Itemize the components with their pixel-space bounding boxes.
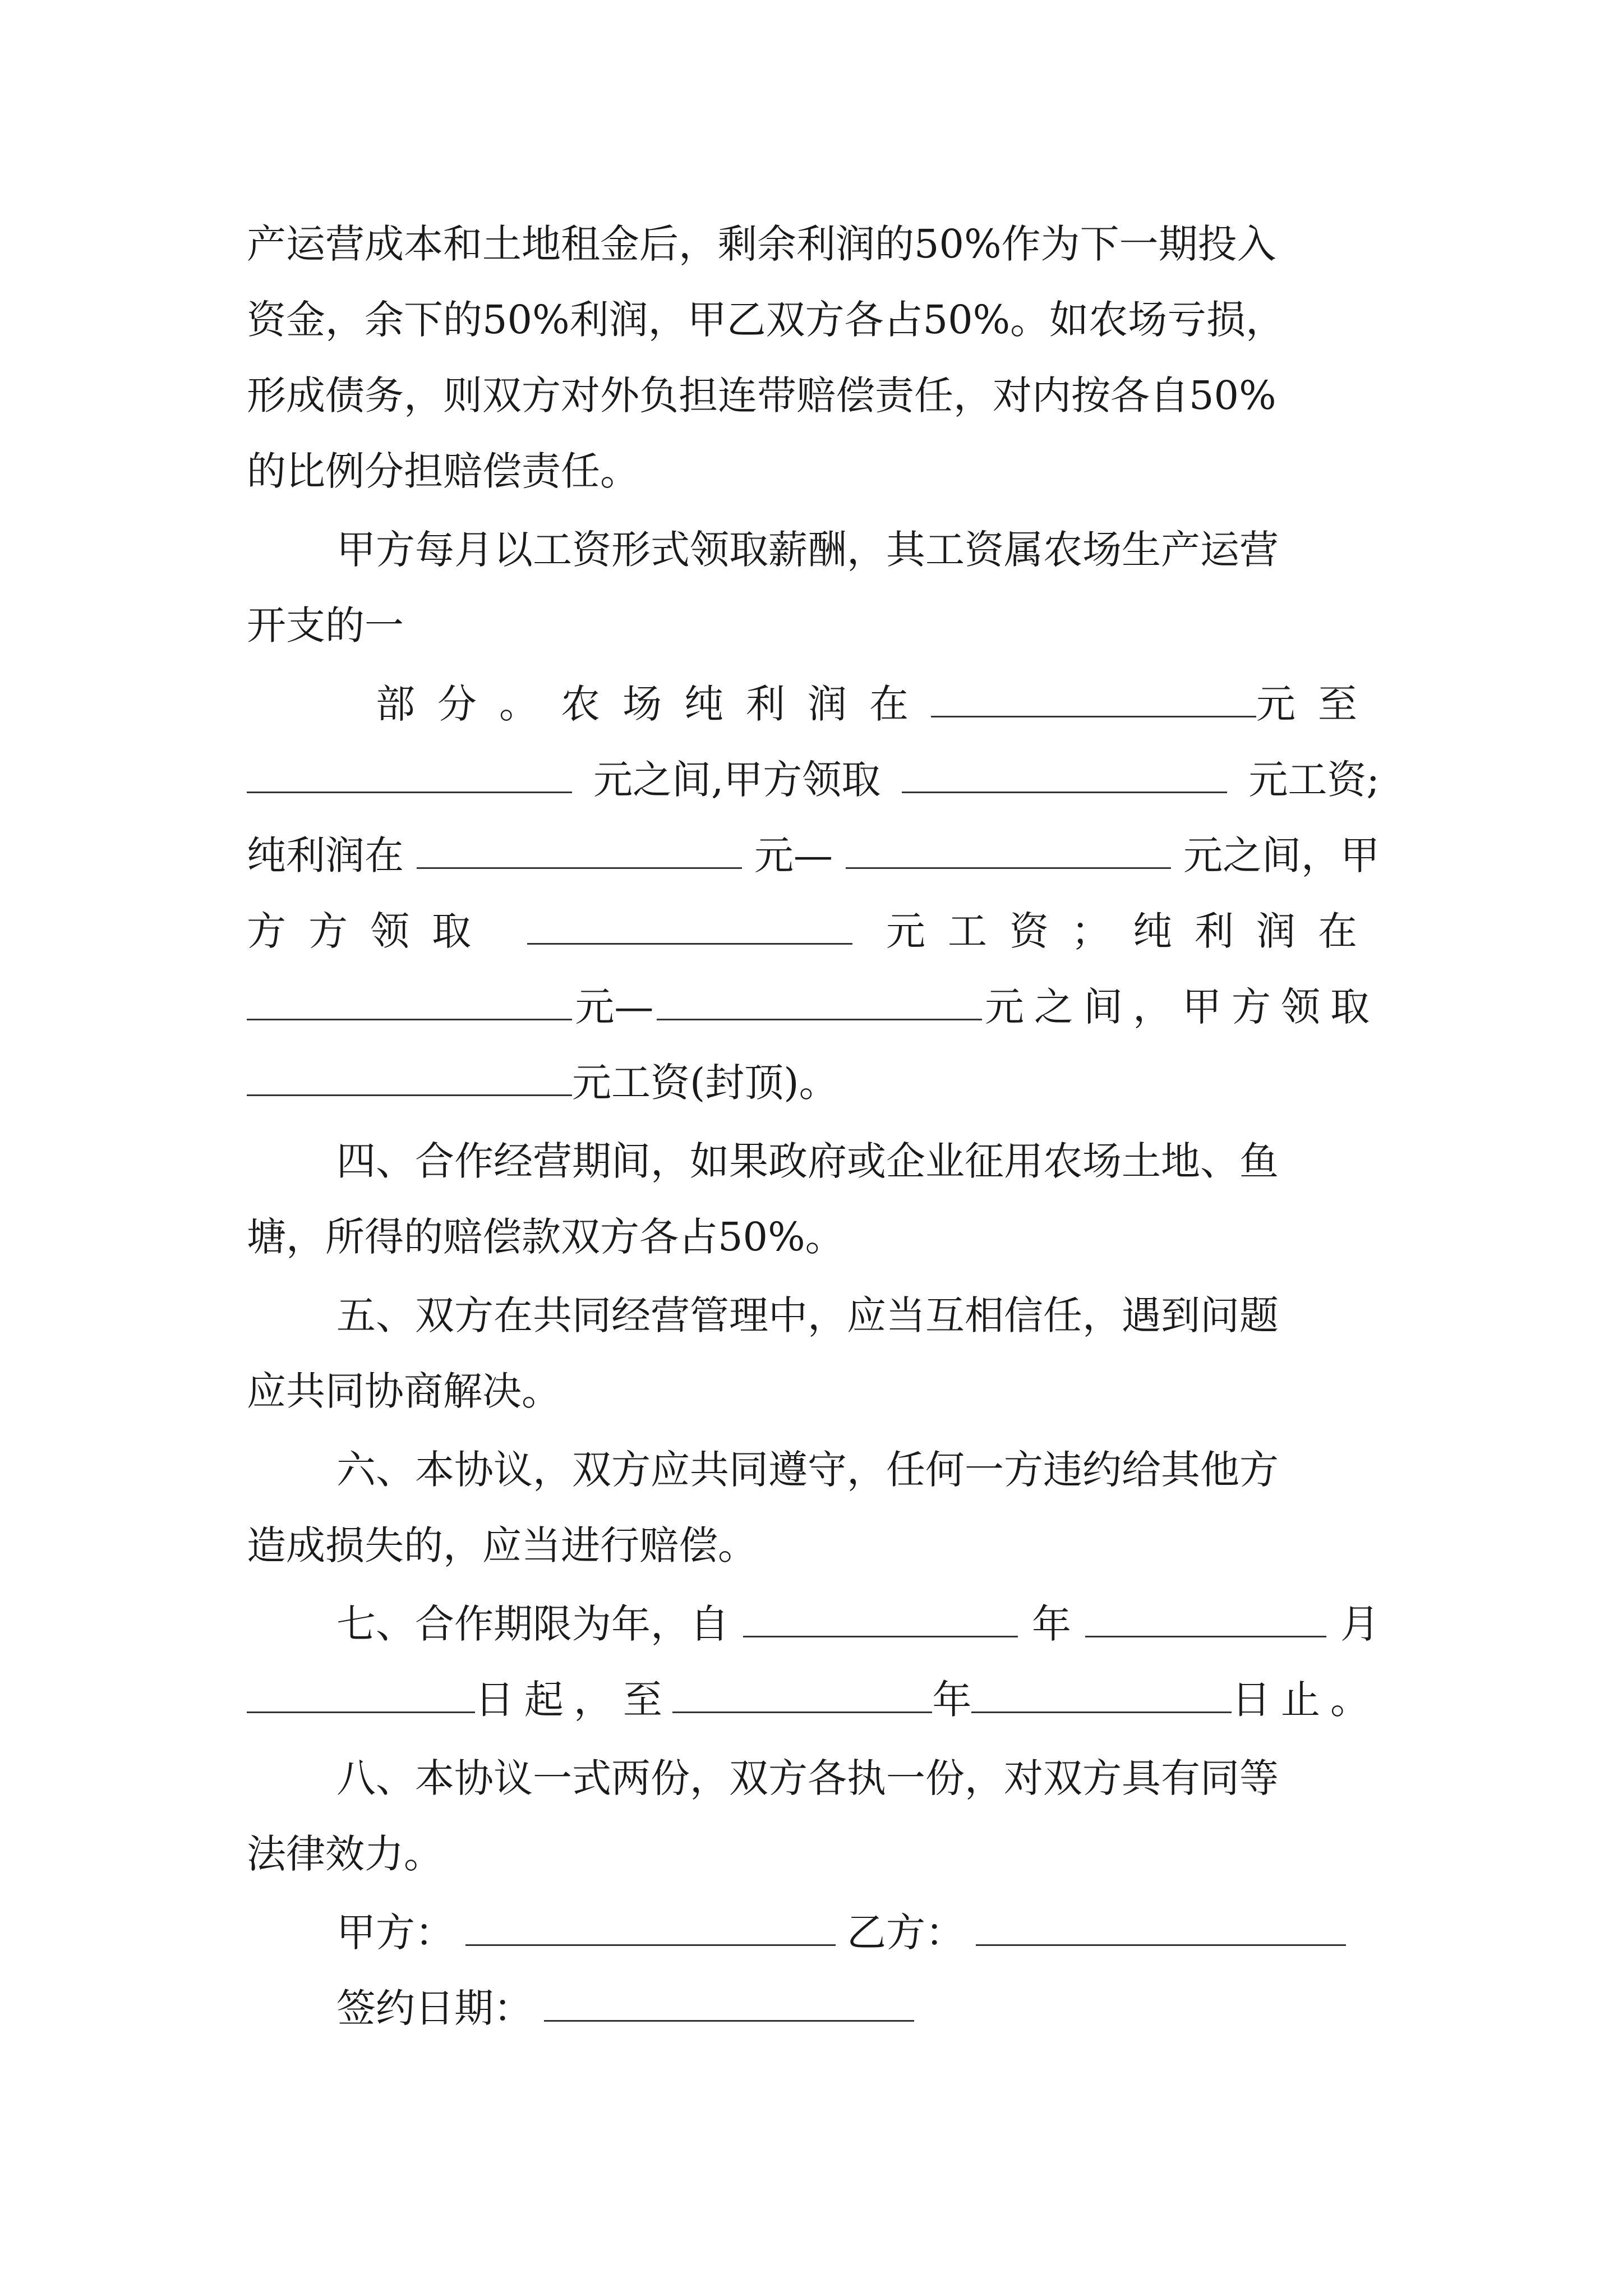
fill-blank[interactable] [846, 828, 1171, 869]
fill-blank-day[interactable] [247, 1672, 475, 1713]
text: 年 [1032, 1601, 1071, 1647]
paragraph-2-line-2 [247, 592, 1380, 659]
paragraph-1-line-3 [247, 362, 1380, 429]
text: 部分。农场纯利润在 [376, 681, 931, 727]
paragraph-2-line-1 [336, 516, 1380, 583]
text: 六、本协议，双方应共同遵守，任何一方违约给其他方 [336, 1447, 1279, 1493]
text: 应共同协商解决。 [247, 1368, 561, 1414]
paragraph-8-line-2 [247, 1820, 1380, 1888]
party-b-signature-field[interactable] [976, 1905, 1346, 1946]
text: 塘，所得的赔偿款双方各占50%。 [247, 1214, 845, 1260]
fill-blank-year[interactable] [743, 1596, 1018, 1637]
text: 年 [932, 1677, 972, 1723]
text: 日止。 [1232, 1677, 1380, 1723]
paragraph-5-line-2 [247, 1358, 1380, 1425]
text: 方方领取 [247, 908, 494, 954]
text: 八、本协议一式两份，双方各执一份，对双方具有同等 [336, 1755, 1279, 1801]
text: 元工资(封顶)。 [572, 1060, 838, 1106]
fill-blank[interactable] [902, 752, 1227, 793]
text: 四、合作经营期间，如果政府或企业征用农场土地、鱼 [336, 1138, 1279, 1184]
text: 元至 [1256, 681, 1380, 727]
text: 开支的一 [247, 602, 404, 648]
party-b-label: 乙方： [847, 1910, 965, 1955]
text: 法律效力。 [247, 1831, 443, 1877]
paragraph-3-line-4 [247, 898, 1380, 965]
paragraph-6-line-2 [247, 1512, 1380, 1579]
fill-blank-month[interactable] [1085, 1596, 1326, 1637]
paragraph-7-line-2 [247, 1666, 1380, 1733]
text: 形成债务，则双方对外负担连带赔偿责任，对内按各自50% [247, 372, 1276, 418]
text: 元工资；纯利润在 [886, 908, 1380, 954]
signature-parties [336, 1899, 1346, 1966]
paragraph-1-line-1 [247, 210, 1380, 278]
paragraph-3-line-2 [247, 746, 1380, 813]
text: 五、双方在共同经营管理中，应当互相信任，遇到问题 [336, 1292, 1279, 1338]
paragraph-8-line-1 [336, 1745, 1380, 1812]
date-field[interactable] [544, 1981, 914, 2022]
fill-blank-day[interactable] [971, 1672, 1232, 1713]
text: 产运营成本和土地租金后，剩余利润的50%作为下一期投入 [247, 221, 1276, 267]
paragraph-1-line-2 [247, 286, 1380, 353]
text: 纯利润在 [247, 832, 404, 878]
text: 造成损失的，应当进行赔偿。 [247, 1522, 757, 1568]
paragraph-5-line-1 [336, 1282, 1380, 1349]
paragraph-4-line-2 [247, 1203, 1380, 1271]
text: 元之间,甲方领取 [593, 757, 881, 803]
signature-date [336, 1975, 1009, 2042]
text: 资金，余下的50%利润，甲乙双方各占50%。如农场亏损， [247, 297, 1285, 343]
text: 日起，至 [474, 1677, 672, 1723]
paragraph-3-line-3 [247, 822, 1380, 889]
paragraph-3-line-1 [376, 670, 1380, 738]
text: 元之间，甲 [1183, 832, 1380, 878]
paragraph-4-line-1 [336, 1128, 1380, 1195]
text: 甲方每月以工资形式领取薪酬，其工资属农场生产运营 [336, 527, 1279, 573]
text: 元— [575, 984, 654, 1030]
fill-blank[interactable] [247, 752, 572, 793]
fill-blank[interactable] [657, 979, 982, 1020]
fill-blank[interactable] [527, 904, 852, 945]
party-a-signature-field[interactable] [465, 1905, 836, 1946]
fill-blank-year[interactable] [672, 1672, 933, 1713]
fill-blank[interactable] [247, 1055, 572, 1096]
fill-blank[interactable] [931, 677, 1256, 717]
paragraph-6-line-1 [336, 1436, 1380, 1503]
text: 元— [754, 832, 833, 878]
text: 的比例分担赔偿责任。 [247, 448, 639, 494]
paragraph-3-line-5 [247, 973, 1380, 1041]
text: 月 [1340, 1601, 1380, 1647]
party-a-label: 甲方： [336, 1910, 454, 1955]
text: 七、合作期限为年，自 [336, 1601, 729, 1647]
paragraph-1-line-4 [247, 438, 1380, 505]
paragraph-3-line-6 [247, 1049, 1380, 1116]
fill-blank[interactable] [417, 828, 742, 869]
date-label: 签约日期： [336, 1985, 533, 2031]
paragraph-7-line-1 [336, 1590, 1380, 1658]
text: 元之间，甲方领取 [984, 984, 1380, 1030]
text: 元工资; [1248, 757, 1380, 803]
fill-blank[interactable] [247, 979, 572, 1020]
